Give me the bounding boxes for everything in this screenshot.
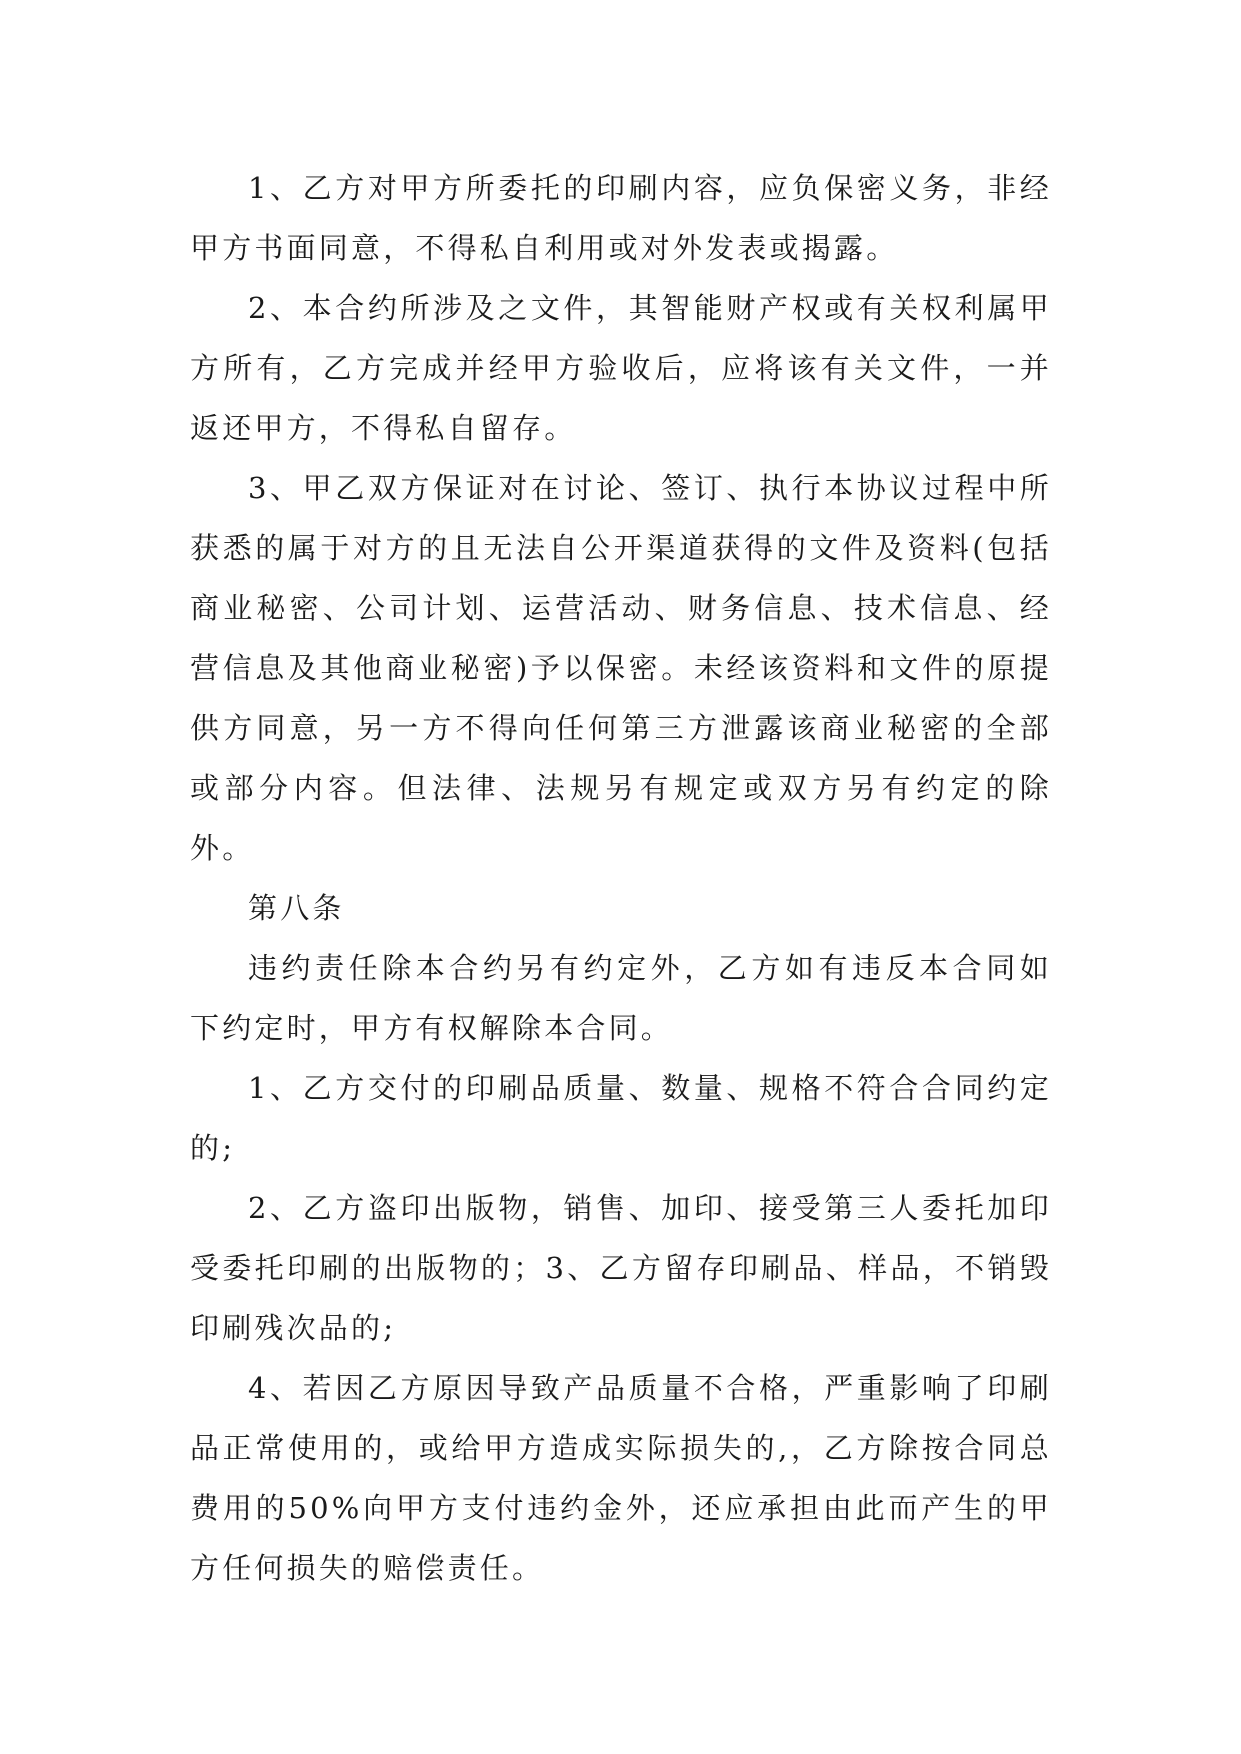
paragraph-confidentiality-2: 2、本合约所涉及之文件，其智能财产权或有关权利属甲方所有，乙方完成并经甲方验收后，应将该有关文件，一并返还甲方，不得私自留存。: [190, 291, 1052, 445]
article-heading: 第八条: [248, 891, 345, 925]
paragraph-breach-intro: 违约责任除本合约另有约定外，乙方如有违反本合同如下约定时，甲方有权解除本合同。: [190, 951, 1052, 1045]
paragraph-breach-1: 1、乙方交付的印刷品质量、数量、规格不符合合同约定的;: [190, 1071, 1052, 1165]
document-body: [190, 158, 1052, 1598]
paragraph-breach-2-3: 2、乙方盗印出版物，销售、加印、接受第三人委托加印受委托印刷的出版物的；3、乙方留存印刷品、样品，不销毁印刷残次品的;: [190, 1191, 1052, 1345]
paragraph-breach-4: 4、若因乙方原因导致产品质量不合格，严重影响了印刷品正常使用的，或给甲方造成实际损失的,，乙方除按合同总费用的50%向甲方支付违约金外，还应承担由此而产生的甲方任何损失的赔偿责任。: [190, 1371, 1052, 1585]
paragraph-confidentiality-3: 3、甲乙双方保证对在讨论、签订、执行本协议过程中所获悉的属于对方的且无法自公开渠道获得的文件及资料(包括商业秘密、公司计划、运营活动、财务信息、技术信息、经营信息及其他商业秘密)予以保密。未经该资料和文件的原提供方同意，另一方不得向任何第三方泄露该商业秘密的全部或部分内容。但法律、法规另有规定或双方另有约定的除外。: [190, 471, 1052, 865]
paragraph-confidentiality-1: 1、乙方对甲方所委托的印刷内容，应负保密义务，非经甲方书面同意，不得私自利用或对外发表或揭露。: [190, 171, 1052, 265]
